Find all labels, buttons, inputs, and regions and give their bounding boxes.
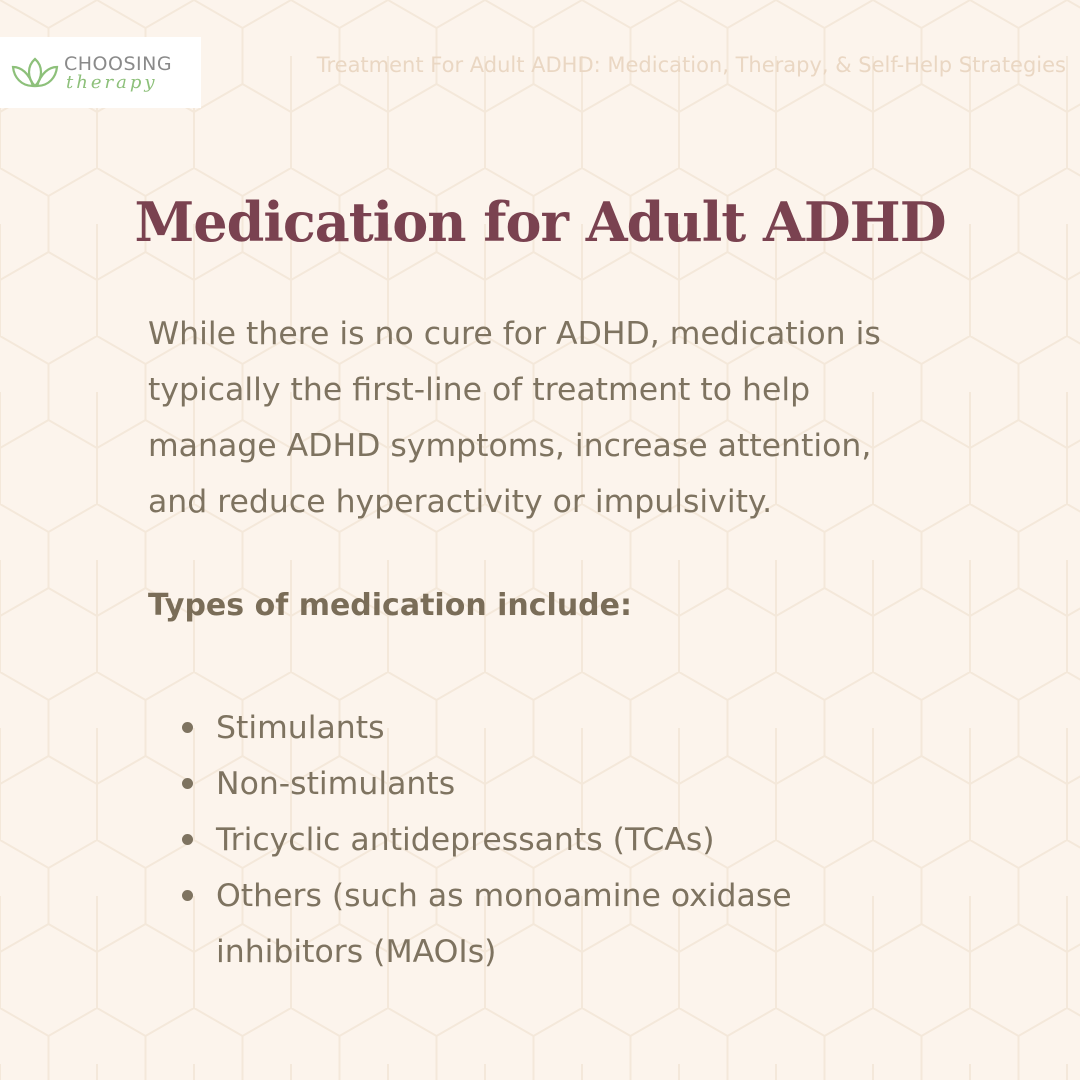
- lotus-leaf-icon: [10, 53, 60, 93]
- logo-text-therapy: therapy: [66, 72, 158, 93]
- medication-types-heading: Types of medication include:: [148, 588, 632, 623]
- list-item-label: Tricyclic antidepressants (TCAs): [216, 822, 715, 858]
- list-item-label: Others (such as monoamine oxidase inhibitors (MAOIs): [216, 878, 792, 970]
- medication-list: [182, 700, 922, 980]
- page-title: Medication for Adult ADHD: [134, 190, 946, 254]
- list-item: [182, 812, 922, 868]
- brand-logo[interactable]: [0, 37, 201, 108]
- intro-paragraph: While there is no cure for ADHD, medication is typically the first-line of treatment to help manage ADHD symptoms, increase attention, and reduce hyperactivity or impulsivity.: [148, 316, 881, 520]
- logo-text-choosing: CHOOSING: [64, 53, 173, 75]
- list-item-label: Non-stimulants: [216, 766, 456, 802]
- bullet-icon: [182, 834, 193, 845]
- bullet-icon: [182, 778, 193, 789]
- list-item: [182, 700, 922, 756]
- header-article-title: Treatment For Adult ADHD: Medication, Therapy, & Self-Help Strategies: [316, 53, 1066, 77]
- list-item-label: Stimulants: [216, 710, 385, 746]
- bullet-icon: [182, 722, 193, 733]
- list-item: [182, 756, 922, 812]
- list-item: [182, 868, 922, 980]
- bullet-icon: [182, 890, 193, 901]
